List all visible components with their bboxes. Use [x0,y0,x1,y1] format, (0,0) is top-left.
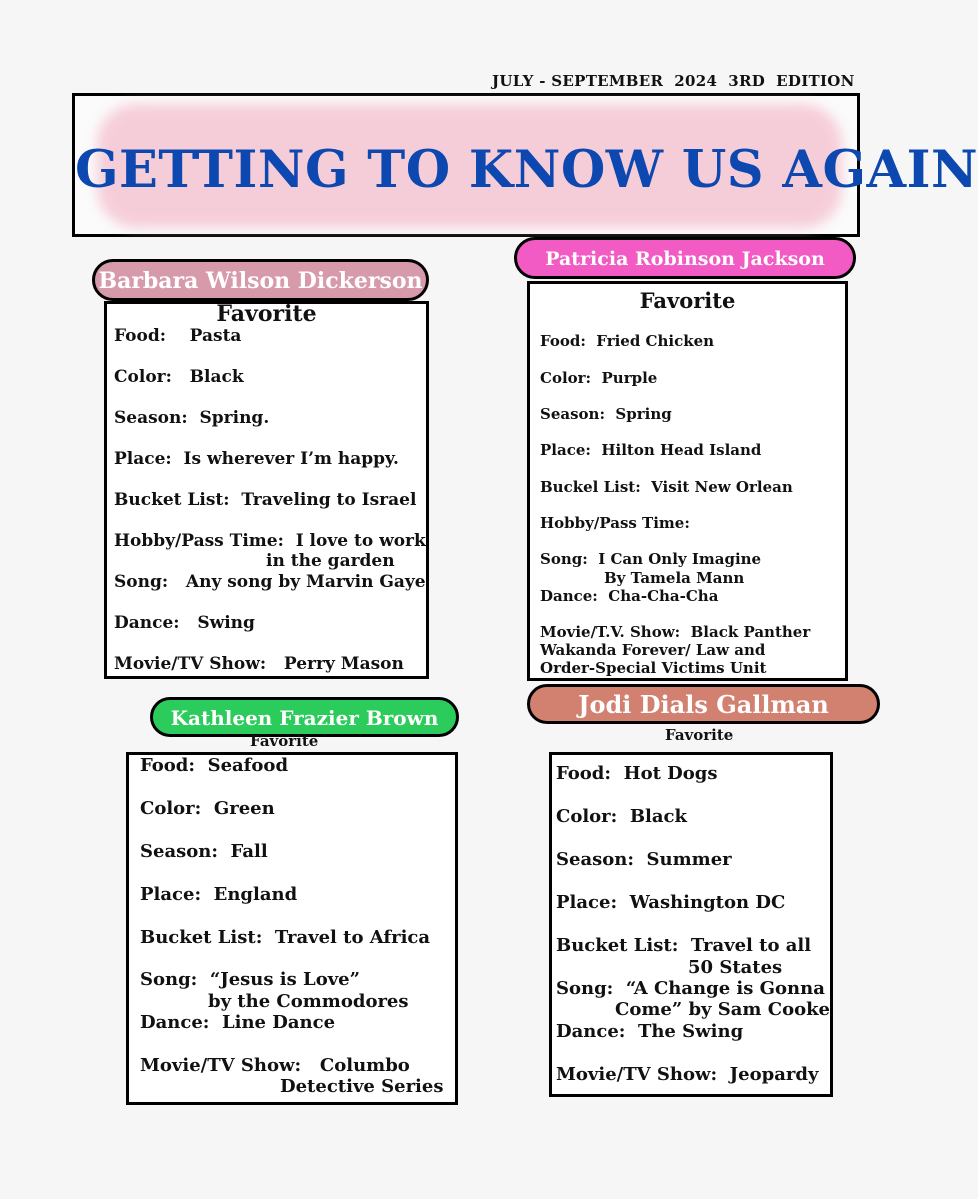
favorite-line: Hobby/Pass Time: I love to work [114,531,426,551]
favorite-heading-kathleen: Favorite [250,732,319,750]
favorite-line: Season: Summer [556,849,732,870]
favorite-line: Bucket List: Traveling to Israel [114,490,417,510]
favorite-line: Wakanda Forever/ Law and [540,641,766,659]
edition-label: JULY - SEPTEMBER 2024 3RD EDITION [492,72,855,90]
favorite-line: Dance: Cha-Cha-Cha [540,587,719,605]
favorite-line: Place: Hilton Head Island [540,441,762,459]
favorite-line: Place: Is wherever I’m happy. [114,449,399,469]
favorite-line: in the garden [266,551,395,571]
favorite-line: Food: Hot Dogs [556,763,718,784]
favorite-line: Dance: Swing [114,613,255,633]
favorite-line: Bucket List: Travel to all [556,935,812,956]
favorite-line: Color: Black [556,806,687,827]
favorite-line: Bucket List: Travel to Africa [140,927,431,948]
favorite-line: Dance: Line Dance [140,1012,336,1033]
favorite-line: Song: Any song by Marvin Gaye [114,572,426,592]
favorite-line: Place: England [140,884,298,905]
favorite-line: by the Commodores [208,991,409,1012]
favorite-line: Hobby/Pass Time: [540,514,690,532]
favorite-heading-patricia: Favorite [639,288,736,313]
favorite-line: Come” by Sam Cooke [615,999,830,1020]
profile-name-patricia: Patricia Robinson Jackson [514,237,856,279]
favorite-line: 50 States [688,957,783,978]
favorite-line: Season: Fall [140,841,268,862]
favorite-line: Color: Green [140,798,275,819]
page-title: GETTING TO KNOW US AGAIN [75,140,978,200]
favorite-line: Food: Pasta [114,326,242,346]
favorite-line: Buckel List: Visit New Orlean [540,478,793,496]
favorite-line: Food: Seafood [140,755,289,776]
favorite-line: Order-Special Victims Unit [540,659,767,677]
profile-name-jodi: Jodi Dials Gallman [527,684,880,724]
favorite-line: Color: Black [114,367,244,387]
favorite-line: Color: Purple [540,369,658,387]
favorite-line: Season: Spring. [114,408,270,428]
favorite-line: Food: Fried Chicken [540,332,715,350]
favorites-box-patricia [527,281,848,681]
favorite-line: Song: “Jesus is Love” [140,969,360,990]
favorite-line: Song: I Can Only Imagine [540,550,762,568]
favorites-box-kathleen [126,752,458,1105]
title-banner [72,93,978,237]
favorite-line: By Tamela Mann [604,569,745,587]
favorite-line: Detective Series [280,1076,444,1097]
favorite-line: Movie/TV Show: Jeopardy [556,1064,819,1085]
favorite-line: Movie/T.V. Show: Black Panther [540,623,811,641]
favorite-heading-barbara: Favorite [216,301,317,327]
favorite-line: Season: Spring [540,405,672,423]
favorite-line: Place: Washington DC [556,892,786,913]
favorites-box-jodi [549,752,833,1097]
favorite-line: Song: “A Change is Gonna [556,978,825,999]
favorites-box-barbara [104,301,429,679]
profile-name-kathleen: Kathleen Frazier Brown [150,697,459,737]
favorite-heading-jodi: Favorite [665,726,734,744]
favorite-line: Movie/TV Show: Columbo [140,1055,410,1076]
profile-name-barbara: Barbara Wilson Dickerson [92,259,429,301]
favorite-line: Movie/TV Show: Perry Mason [114,654,404,674]
favorite-line: Dance: The Swing [556,1021,744,1042]
